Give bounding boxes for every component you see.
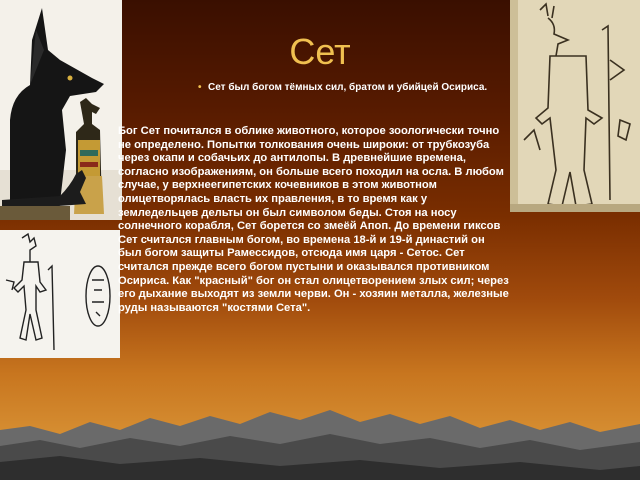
intro-bullet: [198, 82, 508, 94]
slide-title: Сет: [289, 31, 351, 72]
set-hieroglyph-drawing: [0, 230, 120, 358]
bullet-marker-icon: •: [198, 82, 202, 93]
intro-bullet-text: Сет был богом тёмных сил, братом и убийцей Осириса.: [208, 82, 488, 93]
body-paragraph: Бог Сет почитался в облике животного, которое зоологически точно не определено. Попытки толкования очень широки: от трубкозуба через окапи и собачьих до антилопы. В древнейшие времена, согласно изображениям, он больше всего походил на осла. В любом случае, у верхнеегипетских кочевников в этом животном олицетворялась власть их правления, в то время как у земледельцев дельты он был символом беды. Стоя на носу солнечного корабля, Сет борется со змеёй Апоп. До времени гиксов Сет считался главным богом, во времена 18-й и 19-й династий он был богом защиты Рамессидов, отсюда имя царя - Сетос. Сет считался прежде всего богом пустыни и оказывался противником Осириса. Как "красный" бог он стал олицетворением злых сил; через его дыхание выходят из земли черви. Он - хозяин металла, железные руды называются "костями Сета".: [118, 125, 509, 314]
mountain-landscape: [0, 400, 640, 480]
